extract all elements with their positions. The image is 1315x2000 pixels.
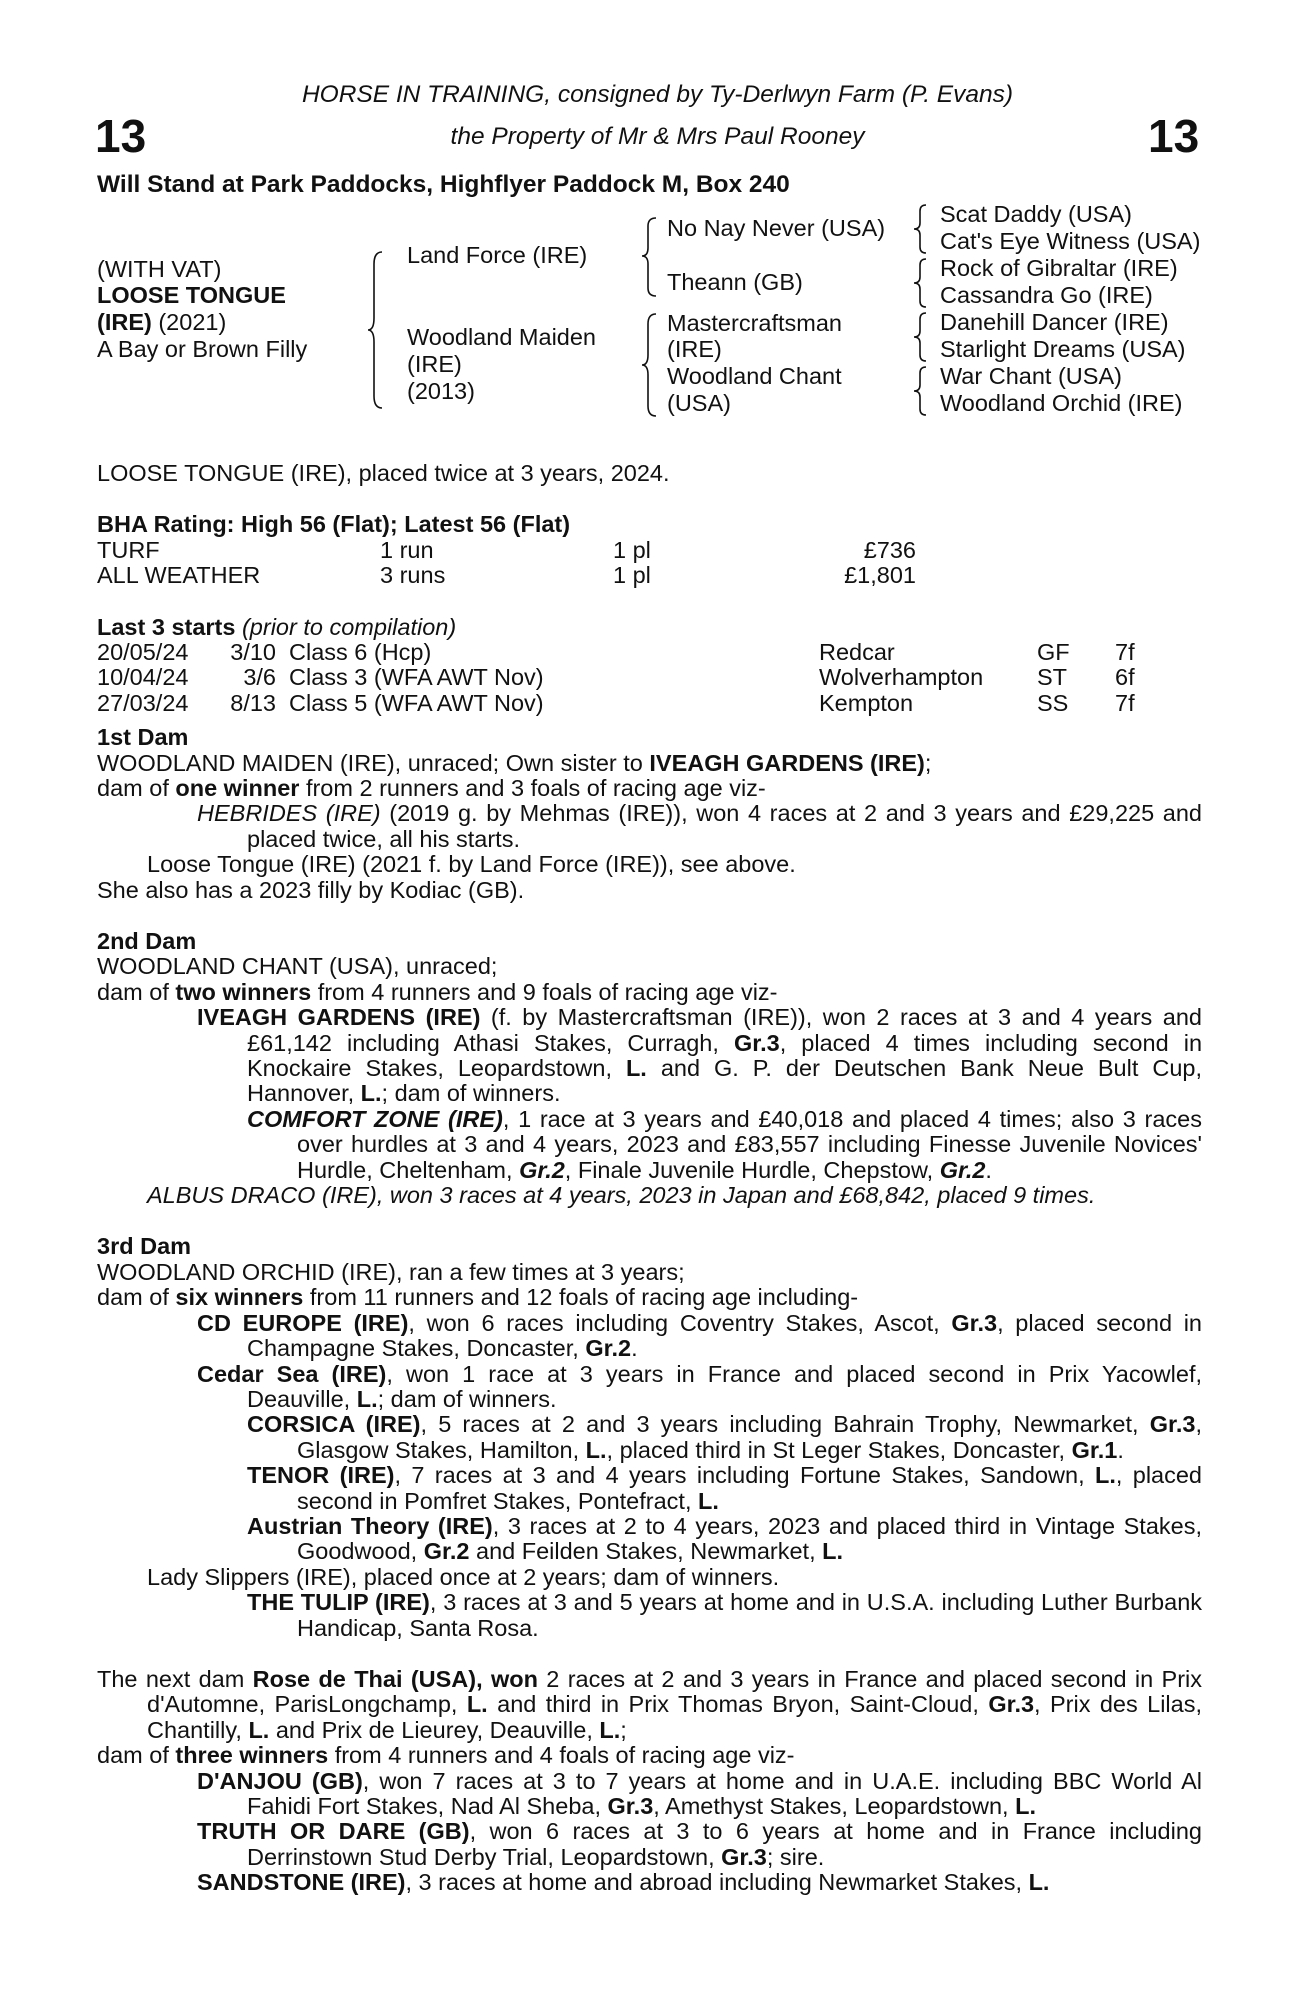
progeny-name: Cedar Sea (IRE) <box>197 1360 387 1387</box>
winner-count: six winners <box>175 1284 304 1311</box>
text: , 3 races at 2 to 4 years, 2023 and placed third in Vintage Stakes, Goodwood, <box>297 1512 1202 1565</box>
progeny-entry <box>97 1107 1202 1183</box>
grade: L. <box>248 1716 270 1743</box>
bha-runs: 3 runs <box>380 562 446 589</box>
grade: L. <box>698 1487 719 1514</box>
third-dam-title: 3rd Dam <box>97 1233 192 1260</box>
progeny-entry <box>97 1590 1202 1641</box>
third-dam-section <box>97 1234 1202 1641</box>
text: from 11 runners and 12 foals of racing age including- <box>303 1284 859 1311</box>
second-dam-title: 2nd Dam <box>97 928 197 955</box>
bha-title: BHA Rating: High 56 (Flat); Latest 56 (Flat) <box>97 511 571 538</box>
text: dam of <box>97 774 176 801</box>
vat-label: (WITH VAT) <box>97 256 222 282</box>
header-consignor: HORSE IN TRAINING, consigned by Ty-Derlwyn Farm (P. Evans) <box>301 81 1014 108</box>
text: , 1 race at 3 years and £40,018 and placed 4 times; also 3 races over hurdles at 3 and 4 years, 2023 and £83,557 including Finesse Juvenile Novices' Hurdle, Cheltenham, <box>297 1105 1202 1183</box>
second-dam-line2 <box>97 980 1202 1005</box>
horse-year: (2021) <box>151 309 227 335</box>
progeny-name: D'ANJOU (GB) <box>197 1767 363 1794</box>
text: , placed second in Champagne Stakes, Doncaster, <box>247 1309 1202 1362</box>
grade: Gr.3 <box>607 1793 654 1820</box>
text: ; <box>620 1716 627 1743</box>
text: (2019 g. by Mehmas (IRE)), won 4 races at 2 and 3 years and £29,225 and placed twice, all his starts. <box>247 800 1202 852</box>
progeny-name: Austrian Theory (IRE) <box>247 1512 493 1539</box>
text: , won 1 race at 3 years in France and placed second in Prix Yacowlef, Deauville, <box>247 1360 1203 1412</box>
first-dam-title: 1st Dam <box>97 724 189 751</box>
bha-surface: ALL WEATHER <box>97 562 261 589</box>
start-row <box>97 640 1202 665</box>
grandsire-3: Danehill Dancer (IRE) <box>940 309 1169 335</box>
text: , placed third in St Leger Stakes, Doncaster, <box>606 1436 1072 1463</box>
third-dam-line2 <box>97 1285 1202 1310</box>
text: , 3 races at 3 and 5 years at home and in U.S.A. including Luther Burbank Handicap, Santa Rosa. <box>297 1589 1203 1641</box>
bha-prize: £736 <box>863 536 916 563</box>
text: , 3 races at home and abroad including Newmarket Stakes, <box>405 1869 1029 1896</box>
start-going: SS <box>1037 689 1069 716</box>
text: , Finale Juvenile Hurdle, Chepstow, <box>564 1156 940 1183</box>
start-class: Class 5 (WFA AWT Nov) <box>289 689 544 716</box>
location-line: Will Stand at Park Paddocks, Highflyer Paddock M, Box 240 <box>97 171 790 198</box>
text: and Feilden Stakes, Newmarket, <box>469 1538 823 1565</box>
text: , won 3 races at 4 years, 2023 in Japan and £68,842, placed 9 times. <box>376 1182 1096 1209</box>
progeny-entry <box>97 1362 1202 1413</box>
lot-number-right: 13 <box>1148 110 1200 162</box>
race-summary: LOOSE TONGUE (IRE), placed twice at 3 years, 2024. <box>97 460 670 486</box>
text: , 5 races at 2 and 3 years including Bahrain Trophy, Newmarket, <box>420 1411 1150 1438</box>
second-dam-line1: WOODLAND CHANT (USA), unraced; <box>97 953 498 980</box>
start-dist: 7f <box>1115 689 1135 716</box>
grade: L. <box>599 1716 621 1743</box>
pedigree-brace-g2 <box>912 257 930 309</box>
text: dam of <box>97 978 176 1005</box>
first-dam-note: She also has a 2023 filly by Kodiac (GB). <box>97 876 525 903</box>
text: , won 6 races at 3 to 6 years at home and in France including Derrinstown Stud Derby Trial, Leopardstown, <box>247 1818 1202 1870</box>
progeny-entry <box>97 1819 1202 1870</box>
progeny-name: THE TULIP (IRE) <box>247 1589 430 1616</box>
text: and G. P. der Deutschen Bank Neue Bult Cup, Hannover, <box>247 1055 1202 1107</box>
progeny-entry <box>97 1311 1202 1362</box>
grade: Gr.3 <box>951 1309 998 1336</box>
text: The next dam <box>97 1665 253 1692</box>
grade: L. <box>360 1080 382 1107</box>
granddam-1: Cat's Eye Witness (USA) <box>940 228 1201 254</box>
text: (f. by Mastercraftsman (IRE)), won 2 races at 3 and 4 years and £61,142 including Athasi Stakes, Curragh, <box>247 1004 1203 1056</box>
text: WOODLAND MAIDEN (IRE), unraced; Own sister to <box>97 749 650 776</box>
start-pos: 3/10 <box>230 639 276 665</box>
text: , Prix des Lilas, Chantilly, <box>147 1691 1202 1743</box>
grandsire-2: Rock of Gibraltar (IRE) <box>940 255 1178 281</box>
start-pos: 3/6 <box>243 664 276 691</box>
text: , placed second in Pomfret Stakes, Pontefract, <box>297 1462 1203 1514</box>
grade: Gr.2 <box>423 1538 470 1565</box>
text: . <box>1117 1436 1124 1463</box>
horse-origin <box>97 310 226 335</box>
pedigree-brace-g4 <box>912 365 930 417</box>
progeny-name: IVEAGH GARDENS (IRE) <box>197 1004 481 1031</box>
dam-name: Rose de Thai (USA), won <box>252 1665 538 1692</box>
sire-dam: Theann (GB) <box>667 269 803 295</box>
text: from 2 runners and 3 foals of racing age viz- <box>299 774 766 801</box>
progeny-name: HEBRIDES (IRE) <box>197 800 381 827</box>
start-date: 10/04/24 <box>97 664 189 691</box>
grade: L. <box>356 1385 378 1412</box>
bha-row-aw <box>97 563 1202 588</box>
dam-line2: (IRE) <box>407 351 462 377</box>
horse-description: A Bay or Brown Filly <box>97 336 308 362</box>
progeny-entry <box>97 1463 1202 1514</box>
granddam-3: Starlight Dreams (USA) <box>940 336 1186 362</box>
pedigree-brace-dam <box>640 312 660 418</box>
progeny-entry <box>97 1870 1202 1895</box>
progeny-name: CD EUROPE (IRE) <box>197 1309 409 1336</box>
progeny-entry <box>97 1769 1202 1820</box>
pedigree-brace-g1 <box>912 203 930 255</box>
grade: L. <box>1028 1869 1050 1896</box>
grade: Gr.3 <box>733 1029 780 1056</box>
text: ; sire. <box>766 1843 825 1870</box>
text: and third in Prix Thomas Bryon, Saint-Cloud, <box>487 1691 989 1718</box>
start-pos: 8/13 <box>230 689 276 716</box>
progeny-entry <box>97 1005 1202 1107</box>
grade: L. <box>585 1436 607 1463</box>
start-class: Class 3 (WFA AWT Nov) <box>289 664 544 691</box>
pedigree-brace-g3 <box>912 311 930 363</box>
start-dist: 7f <box>1115 639 1135 665</box>
grade: Gr.3 <box>721 1843 767 1870</box>
text: from 4 runners and 9 foals of racing age viz- <box>311 978 778 1005</box>
dam-line3: (2013) <box>407 378 475 404</box>
grandsire-4: War Chant (USA) <box>940 363 1122 389</box>
text: from 4 runners and 4 foals of racing age viz- <box>328 1742 795 1769</box>
dam-sire-line2: (IRE) <box>667 336 722 362</box>
second-dam-section <box>97 929 1202 1208</box>
granddam-2: Cassandra Go (IRE) <box>940 282 1153 308</box>
text: , placed 4 times including second in Knockaire Stakes, Leopardstown, <box>247 1029 1203 1082</box>
grade: Gr.2 <box>939 1156 986 1183</box>
bha-placed: 1 pl <box>613 562 651 589</box>
progeny-name: CORSICA (IRE) <box>247 1411 421 1438</box>
dam-dam-line2: (USA) <box>667 390 731 416</box>
start-row <box>97 665 1202 690</box>
start-class: Class 6 (Hcp) <box>289 639 432 665</box>
starts-title-text: Last 3 starts <box>97 613 236 640</box>
dam-sire-line1: Mastercraftsman <box>667 310 842 336</box>
horse-country: (IRE) <box>97 309 152 335</box>
first-dam-line1 <box>97 751 1202 776</box>
text: ; dam of winners. <box>377 1385 557 1412</box>
lot-number-left: 13 <box>95 110 147 162</box>
progeny-entry <box>97 1514 1202 1565</box>
start-row <box>97 691 1202 716</box>
granddam-4: Woodland Orchid (IRE) <box>940 390 1183 416</box>
progeny-name: TENOR (IRE) <box>247 1462 395 1489</box>
header-property: the Property of Mr & Mrs Paul Rooney <box>450 123 865 150</box>
dam-line1: Woodland Maiden <box>407 324 596 350</box>
start-going: GF <box>1037 639 1070 665</box>
first-dam-line2 <box>97 776 1202 801</box>
pedigree-brace-main <box>366 250 386 410</box>
text: 2 races at 2 and 3 years in France and placed second in Prix d'Automne, ParisLongchamp, <box>147 1665 1203 1718</box>
progeny-name: TRUTH OR DARE (GB) <box>197 1818 470 1845</box>
text: dam of <box>97 1284 176 1311</box>
next-dam-line2 <box>97 1743 1202 1768</box>
text: dam of <box>97 1742 176 1769</box>
text: , won 6 races including Coventry Stakes, Ascot, <box>408 1309 952 1336</box>
text: , 7 races at 3 and 4 years including Fortune Stakes, Sandown, <box>394 1462 1095 1489</box>
grade: L. <box>466 1691 488 1718</box>
progeny-name: ALBUS DRACO (IRE) <box>147 1182 377 1209</box>
sire: Land Force (IRE) <box>407 242 588 268</box>
bha-runs: 1 run <box>380 536 434 563</box>
start-going: ST <box>1037 664 1068 691</box>
text: . <box>985 1156 992 1183</box>
sire-sire: No Nay Never (USA) <box>667 215 886 241</box>
text: ; dam of winners. <box>381 1080 561 1107</box>
highlight-name: IVEAGH GARDENS (IRE) <box>649 749 925 776</box>
progeny-name: SANDSTONE (IRE) <box>197 1869 406 1896</box>
text: ; <box>924 749 932 776</box>
winner-count: two winners <box>175 978 312 1005</box>
bha-row-turf <box>97 538 1202 563</box>
catalogue-body <box>97 461 1202 1896</box>
starts-note: (prior to compilation) <box>235 613 457 640</box>
grade: L. <box>625 1055 647 1082</box>
horse-name: LOOSE TONGUE <box>97 282 286 308</box>
start-course: Wolverhampton <box>819 664 984 691</box>
third-dam-line1: WOODLAND ORCHID (IRE), ran a few times at 3 years; <box>97 1258 685 1285</box>
start-date: 27/03/24 <box>97 689 189 716</box>
text: . <box>631 1335 638 1362</box>
grade: Gr.2 <box>519 1156 565 1183</box>
pedigree-brace-sire <box>640 216 660 298</box>
starts-title <box>97 615 1202 640</box>
text: and Prix de Lieurey, Deauville, <box>269 1716 600 1743</box>
bha-section <box>97 512 1202 588</box>
winner-count: one winner <box>175 774 300 801</box>
grade: Gr.3 <box>988 1691 1035 1718</box>
progeny-entry <box>97 1412 1202 1463</box>
grade: Gr.2 <box>585 1335 632 1362</box>
start-course: Kempton <box>819 689 914 716</box>
start-dist: 6f <box>1115 664 1135 691</box>
grandsire-1: Scat Daddy (USA) <box>940 201 1132 227</box>
start-date: 20/05/24 <box>97 639 189 665</box>
winner-count: three winners <box>175 1742 329 1769</box>
bha-placed: 1 pl <box>613 536 651 563</box>
bha-prize: £1,801 <box>844 562 916 589</box>
grade: L. <box>1015 1793 1036 1820</box>
progeny-entry: Lady Slippers (IRE), placed once at 2 years; dam of winners. <box>147 1563 780 1590</box>
bha-surface: TURF <box>97 536 160 563</box>
progeny-name: COMFORT ZONE (IRE) <box>247 1105 503 1132</box>
text: , Glasgow Stakes, Hamilton, <box>297 1411 1202 1463</box>
grade: L. <box>1094 1462 1116 1489</box>
next-dam-line1 <box>97 1667 1202 1743</box>
next-dam-section <box>97 1667 1202 1896</box>
text: , won 7 races at 3 to 7 years at home and in U.A.E. including BBC World Al Fahidi Fort Stakes, Nad Al Sheba, <box>247 1767 1202 1820</box>
starts-section <box>97 615 1202 717</box>
first-dam-section <box>97 725 1202 903</box>
grade: Gr.1 <box>1071 1436 1118 1463</box>
progeny-entry <box>97 1183 1202 1208</box>
progeny-entry <box>97 801 1202 852</box>
text: , Amethyst Stakes, Leopardstown, <box>653 1793 1016 1820</box>
grade: L. <box>822 1538 844 1565</box>
dam-dam-line1: Woodland Chant <box>667 363 842 389</box>
grade: Gr.3 <box>1149 1411 1196 1438</box>
start-course: Redcar <box>819 639 895 665</box>
progeny-entry: Loose Tongue (IRE) (2021 f. by Land Force (IRE)), see above. <box>147 851 796 878</box>
